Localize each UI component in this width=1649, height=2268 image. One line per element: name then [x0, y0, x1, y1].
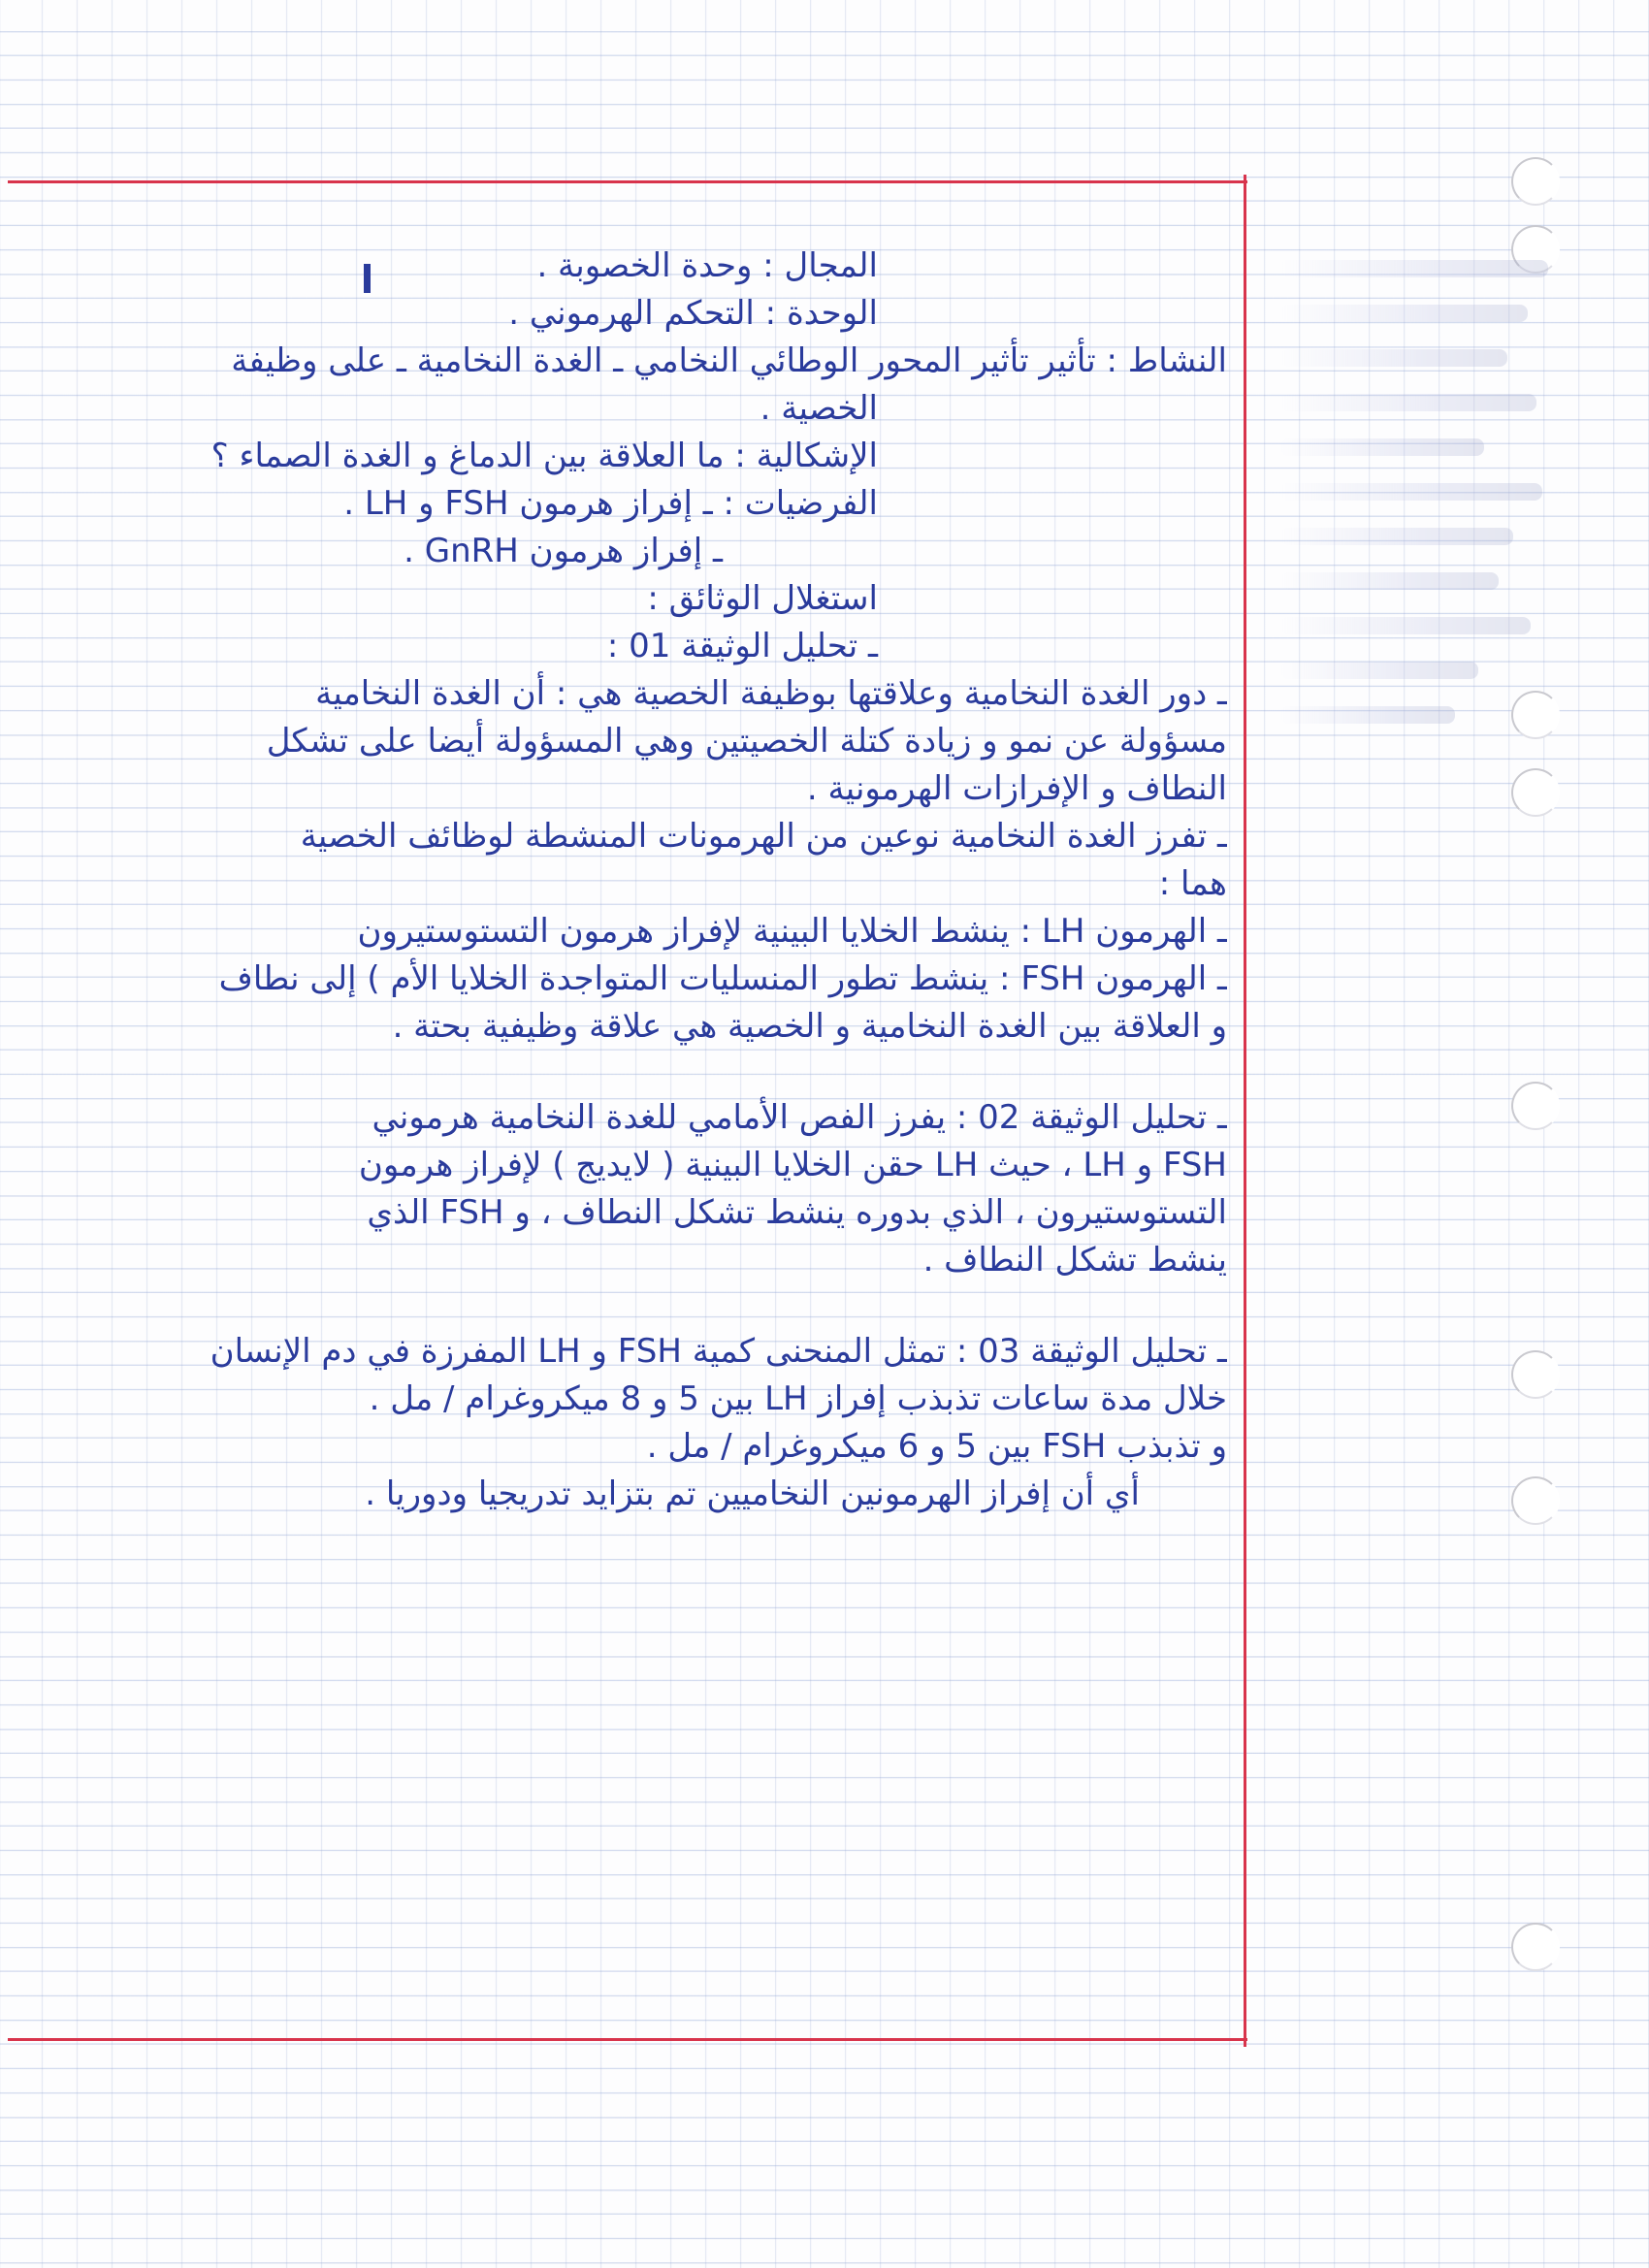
- unit-line: الوحدة : التحكم الهرموني .: [508, 294, 878, 333]
- doc2-line-2: FSH و LH ، حيث LH حقن الخلايا البينية ( لايديج ) لإفراز هرمون: [358, 1146, 1227, 1184]
- top-margin-rule: [8, 180, 1247, 183]
- doc2-line-3: التستوستيرون ، الذي بدوره ينشط تشكل النطاف ، و FSH الذي: [367, 1193, 1227, 1232]
- doc3-line-4: أي أن إفراز الهرمونين النخاميين تم بتزايد تدريجيا ودوريا .: [365, 1474, 1140, 1513]
- activity-line: النشاط : تأثير تأثير المحور الوطائي النخامي ـ الغدة النخامية ـ على وظيفة: [231, 341, 1227, 380]
- doc1-heading: ـ تحليل الوثيقة 01 :: [606, 627, 878, 665]
- doc3-line-1: ـ تحليل الوثيقة 03 : تمثل المنحنى كمية FSH و LH المفرزة في دم الإنسان: [210, 1332, 1227, 1371]
- bottom-margin-rule: [8, 2038, 1247, 2041]
- fsh-line: ـ الهرمون FSH : ينشط تطور المنسليات المتواجدة الخلايا الأم ) إلى نطاف: [218, 959, 1227, 998]
- doc2-line-1: ـ تحليل الوثيقة 02 : يفرز الفص الأمامي للغدة النخامية هرموني: [372, 1098, 1227, 1137]
- activity-line-cont: الخصية .: [760, 389, 878, 428]
- punch-hole-icon: [1511, 1923, 1560, 1971]
- show-through-text: [1280, 233, 1571, 989]
- lh-line: ـ الهرمون LH : ينشط الخلايا البينية لإفراز هرمون التستوستيرون: [357, 912, 1227, 951]
- doc3-line-3: و تذبذب FSH بين 5 و 6 ميكروغرام / مل .: [646, 1427, 1227, 1466]
- punch-hole-icon: [1511, 157, 1560, 206]
- hypotheses-line-2: ـ إفراز هرمون GnRH .: [404, 532, 723, 570]
- doc1-line-4: ـ تفرز الغدة النخامية نوعين من الهرمونات المنشطة لوظائف الخصية: [300, 817, 1227, 856]
- problem-line: الإشكالية : ما العلاقة بين الدماغ و الغدة الصماء ؟: [210, 437, 878, 475]
- doc1-line-3: النطاف و الإفرازات الهرمونية .: [806, 769, 1227, 808]
- red-margin-line: [1244, 175, 1246, 2047]
- doc1-line-2: مسؤولة عن نمو و زيادة كتلة الخصيتين وهي المسؤولة أيضا على تشكل: [266, 722, 1227, 761]
- relation-line: و العلاقة بين الغدة النخامية و الخصية هي علاقة وظيفية بحتة .: [392, 1007, 1227, 1046]
- doc3-line-2: خلال مدة ساعات تذبذب إفراز LH بين 5 و 8 ميكروغرام / مل .: [369, 1379, 1227, 1418]
- punch-hole-icon: [1511, 1082, 1560, 1130]
- doc1-line-1: ـ دور الغدة النخامية وعلاقتها بوظيفة الخصية هي : أن الغدة النخامية: [315, 674, 1227, 713]
- doc2-line-4: ينشط تشكل النطاف .: [922, 1241, 1227, 1280]
- doc1-line-5: هما :: [1158, 864, 1227, 903]
- punch-hole-icon: [1511, 1350, 1560, 1399]
- hypotheses-line: الفرضيات : ـ إفراز هرمون FSH و LH .: [343, 484, 878, 523]
- handwritten-text: [24, 243, 1227, 2008]
- punch-hole-icon: [1511, 1476, 1560, 1525]
- documents-heading: استغلال الوثائق :: [647, 579, 878, 618]
- field-line: المجال : وحدة الخصوبة .: [536, 246, 878, 285]
